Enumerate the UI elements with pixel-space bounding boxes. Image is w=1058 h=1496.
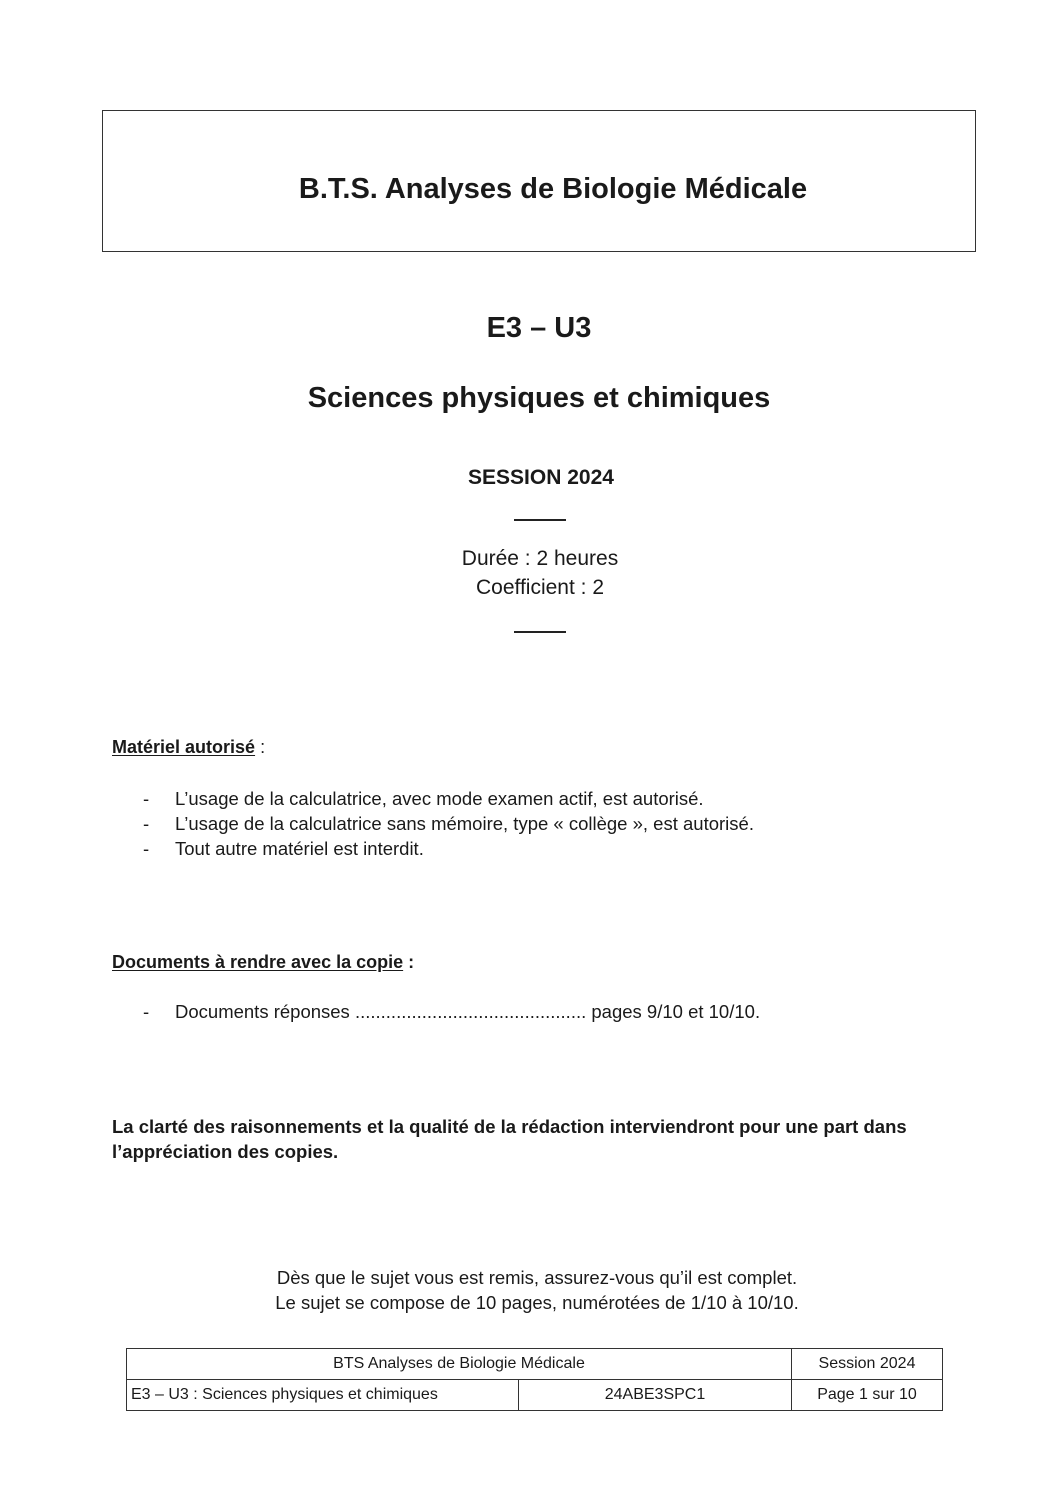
material-heading (112, 737, 265, 758)
completeness-line: Dès que le sujet vous est remis, assurez-vous qu’il est complet. (276, 1267, 798, 1288)
footer-table (126, 1348, 943, 1411)
list-item-text: Documents réponses ............................................. pages 9/10 et 10/10. (175, 1001, 761, 1022)
title-box (102, 110, 976, 252)
footer-unit: E3 – U3 : Sciences physiques et chimiques (127, 1380, 519, 1411)
divider-rule (514, 519, 566, 521)
exam-subject: Sciences physiques et chimiques (307, 382, 771, 414)
bullet-dash: - (143, 788, 150, 809)
documents-list (143, 999, 760, 1024)
divider-rule (514, 631, 566, 633)
material-heading-label: Matériel autorisé (112, 737, 256, 757)
exam-coefficient: Coefficient : 2 (475, 576, 605, 599)
footer-row (127, 1380, 943, 1411)
footer-code: 24ABE3SPC1 (519, 1380, 792, 1411)
documents-heading (112, 952, 414, 973)
material-heading-colon: : (255, 737, 266, 757)
bullet-dash: - (143, 813, 150, 834)
grading-notice: La clarté des raisonnements et la qualité de la rédaction interviendront pour une part dans l’appréciation des copies. (112, 1116, 907, 1162)
footer-row (127, 1349, 943, 1380)
list-item-text: Tout autre matériel est interdit. (175, 838, 424, 859)
list-item-text: L’usage de la calculatrice, avec mode examen actif, est autorisé. (175, 788, 704, 809)
completeness-notice (0, 1265, 1058, 1315)
list-item (143, 811, 754, 836)
list-item-text: L’usage de la calculatrice sans mémoire, type « collège », est autorisé. (175, 813, 754, 834)
bullet-dash: - (143, 838, 150, 859)
list-item (143, 999, 760, 1024)
completeness-line: Le sujet se compose de 10 pages, numérotées de 1/10 à 10/10. (275, 1292, 799, 1313)
material-list (143, 786, 754, 861)
exam-duration: Durée : 2 heures (461, 547, 619, 570)
exam-session: SESSION 2024 (468, 466, 614, 489)
documents-heading-colon: : (403, 952, 415, 972)
document-title: B.T.S. Analyses de Biologie Médicale (298, 173, 808, 205)
footer-program: BTS Analyses de Biologie Médicale (127, 1349, 792, 1380)
footer-page: Page 1 sur 10 (792, 1380, 943, 1411)
list-item (143, 786, 754, 811)
bullet-dash: - (143, 1001, 150, 1022)
exam-code: E3 – U3 (486, 312, 592, 344)
list-item (143, 836, 754, 861)
footer-session: Session 2024 (792, 1349, 943, 1380)
documents-heading-label: Documents à rendre avec la copie (112, 952, 404, 972)
